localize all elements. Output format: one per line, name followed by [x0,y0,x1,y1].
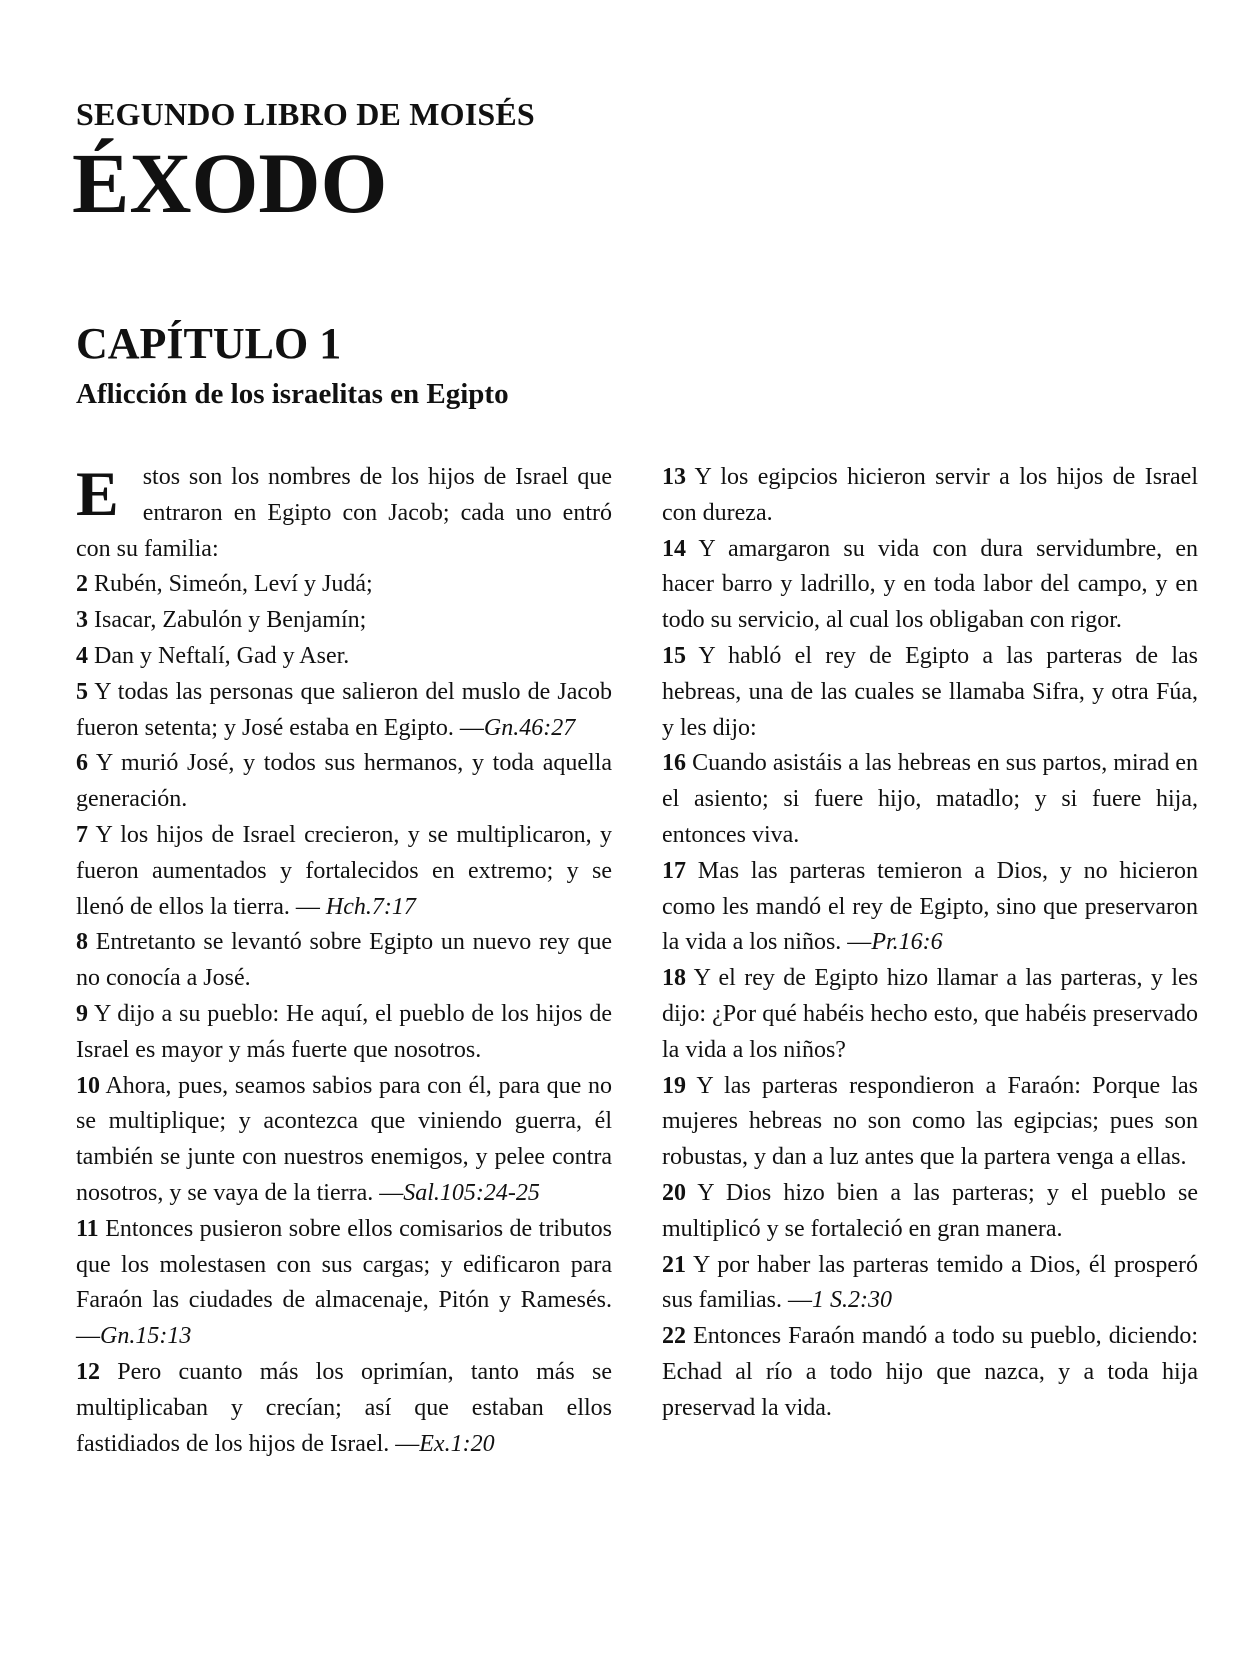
verse-number: 5 [76,678,88,705]
chapter-heading: Aflicción de los israelitas en Egipto [76,378,509,410]
verse-number: 9 [76,1000,88,1027]
verse-number: 8 [76,929,88,956]
verse-text: Y el rey de Egipto hizo llamar a las parteras, y les dijo: ¿Por qué habéis hecho esto, que habéis preservado la vida a los niños? [662,965,1199,1063]
verse-text: Y habló el rey de Egipto a las parteras de las hebreas, una de las cuales se llamaba Sifra, y otra Fúa, y les dijo: [662,642,1199,741]
verse-number: 13 [662,464,686,490]
cross-reference: 1 S.2:30 [812,1287,892,1314]
verse-number: 10 [76,1072,100,1099]
book-title: ÉXODO [72,135,388,231]
verse-text: Y dijo a su pueblo: He aquí, el pueblo de los hijos de Israel es mayor y más fuerte que nosotros. [76,1000,613,1063]
verse-18 [662,961,1198,1068]
verse-text: Dan y Neftalí, Gad y Aser. [94,642,350,669]
right-column [662,460,1198,1427]
verse-number: 18 [662,965,686,992]
chapter-title: CAPÍTULO 1 [76,319,342,368]
drop-cap: E [76,458,119,529]
verse-number: 15 [662,642,686,669]
verse-text: Entretanto se levantó sobre Egipto un nuevo rey que no conocía a José. [76,929,612,992]
verse-text: Cuando asistáis a las hebreas en sus partos, mirad en el asiento; si fuere hijo, matadlo; y si fuere hija, entonces viva. [662,750,1198,848]
verse-2 [76,567,612,603]
verse-5 [76,675,612,747]
verse-1 [76,460,612,567]
verse-6 [76,746,612,818]
verse-number: 2 [76,571,88,598]
cross-reference: Ex.1:20 [419,1430,495,1457]
cross-reference: Sal.105:24-25 [403,1179,540,1206]
verse-number: 11 [76,1215,99,1242]
verse-number: 7 [76,821,88,848]
left-column [76,460,612,1462]
verse-number: 14 [662,535,686,562]
verse-15 [662,639,1198,746]
left-verse-list [76,567,612,1462]
verse-text: Pero cuanto más los oprimían, tanto más se multiplicaban y crecían; así que estaban ellos fastidiados de los hijos de Israel. — [76,1358,613,1457]
verse-1-text: stos son los nombres de los hijos de Israel que entraron en Egipto con Jacob; cada uno entró con su familia: [76,464,612,562]
cross-reference: Gn.46:27 [483,714,576,741]
verse-3 [76,603,612,639]
verse-11 [76,1212,612,1355]
verse-number: 17 [662,857,686,884]
verse-text: Isacar, Zabulón y Benjamín; [94,607,367,634]
verse-17 [662,854,1198,961]
verse-9 [76,997,612,1069]
verse-number: 6 [76,750,88,777]
verse-7 [76,818,612,925]
verse-number: 19 [662,1072,686,1099]
verse-text: Y las parteras respondieron a Faraón: Porque las mujeres hebreas no son como las egipcias; pues son robustas, y dan a luz antes que la partera venga a ellas. [662,1072,1199,1171]
verse-text: Rubén, Simeón, Leví y Judá; [94,571,373,598]
right-verse-list [662,460,1198,1427]
verse-text: Entonces pusieron sobre ellos comisarios de tributos que los molestasen con sus cargas; y edificaron para Faraón las ciudades de almacenaje, Pitón y Ramesés. — [76,1215,613,1350]
book-subtitle: SEGUNDO LIBRO DE MOISÉS [76,96,535,132]
verse-4 [76,639,612,675]
verse-12 [76,1355,612,1462]
verse-text: Mas las parteras temieron a Dios, y no hicieron como les mandó el rey de Egipto, sino que preservaron la vida a los niños. — [662,857,1198,956]
cross-reference: Hch.7:17 [325,893,416,920]
cross-reference: Gn.15:13 [100,1323,192,1350]
verse-text: Y los hijos de Israel crecieron, y se multiplicaron, y fueron aumentados y fortalecidos en extremo; y se llenó de ellos la tierra. — [76,821,612,920]
verse-number: 21 [662,1251,686,1278]
verse-number: 16 [662,750,686,777]
verse-text: Y los egipcios hicieron servir a los hijos de Israel con dureza. [662,464,1198,526]
verse-number: 3 [76,607,88,634]
verse-text: Y amargaron su vida con dura servidumbre, en hacer barro y ladrillo, y en toda labor del campo, y en todo su servicio, al cual los obligaban con rigor. [662,535,1198,634]
verse-number: 20 [662,1179,686,1206]
verse-16 [662,746,1198,853]
verse-text: Ahora, pues, seamos sabios para con él, para que no se multiplique; y acontezca que viniendo guerra, él también se junte con nuestros enemigos, y pelee contra nosotros, y se vaya de la tierra. — [76,1072,612,1206]
verse-10 [76,1069,612,1212]
verse-19 [662,1069,1198,1176]
verse-21 [662,1248,1198,1320]
verse-number: 12 [76,1358,100,1385]
verse-text: Y todas las personas que salieron del muslo de Jacob fueron setenta; y José estaba en Egipto. — [76,678,613,741]
cross-reference: Pr.16:6 [871,929,943,956]
verse-text: Y murió José, y todos sus hermanos, y toda aquella generación. [76,750,612,813]
verse-number: 4 [76,642,88,669]
verse-number: 22 [662,1323,686,1350]
verse-text: Y Dios hizo bien a las parteras; y el pueblo se multiplicó y se fortaleció en gran manera. [662,1179,1199,1242]
verse-text: Entonces Faraón mandó a todo su pueblo, diciendo: Echad al río a todo hijo que nazca, y a toda hija preservad la vida. [662,1323,1199,1421]
verse-20 [662,1176,1198,1248]
verse-text: Y por haber las parteras temido a Dios, él prosperó sus familias. — [662,1251,1198,1314]
verse-13 [662,460,1198,532]
verse-22 [662,1319,1198,1426]
verse-14 [662,532,1198,639]
verse-8 [76,925,612,997]
